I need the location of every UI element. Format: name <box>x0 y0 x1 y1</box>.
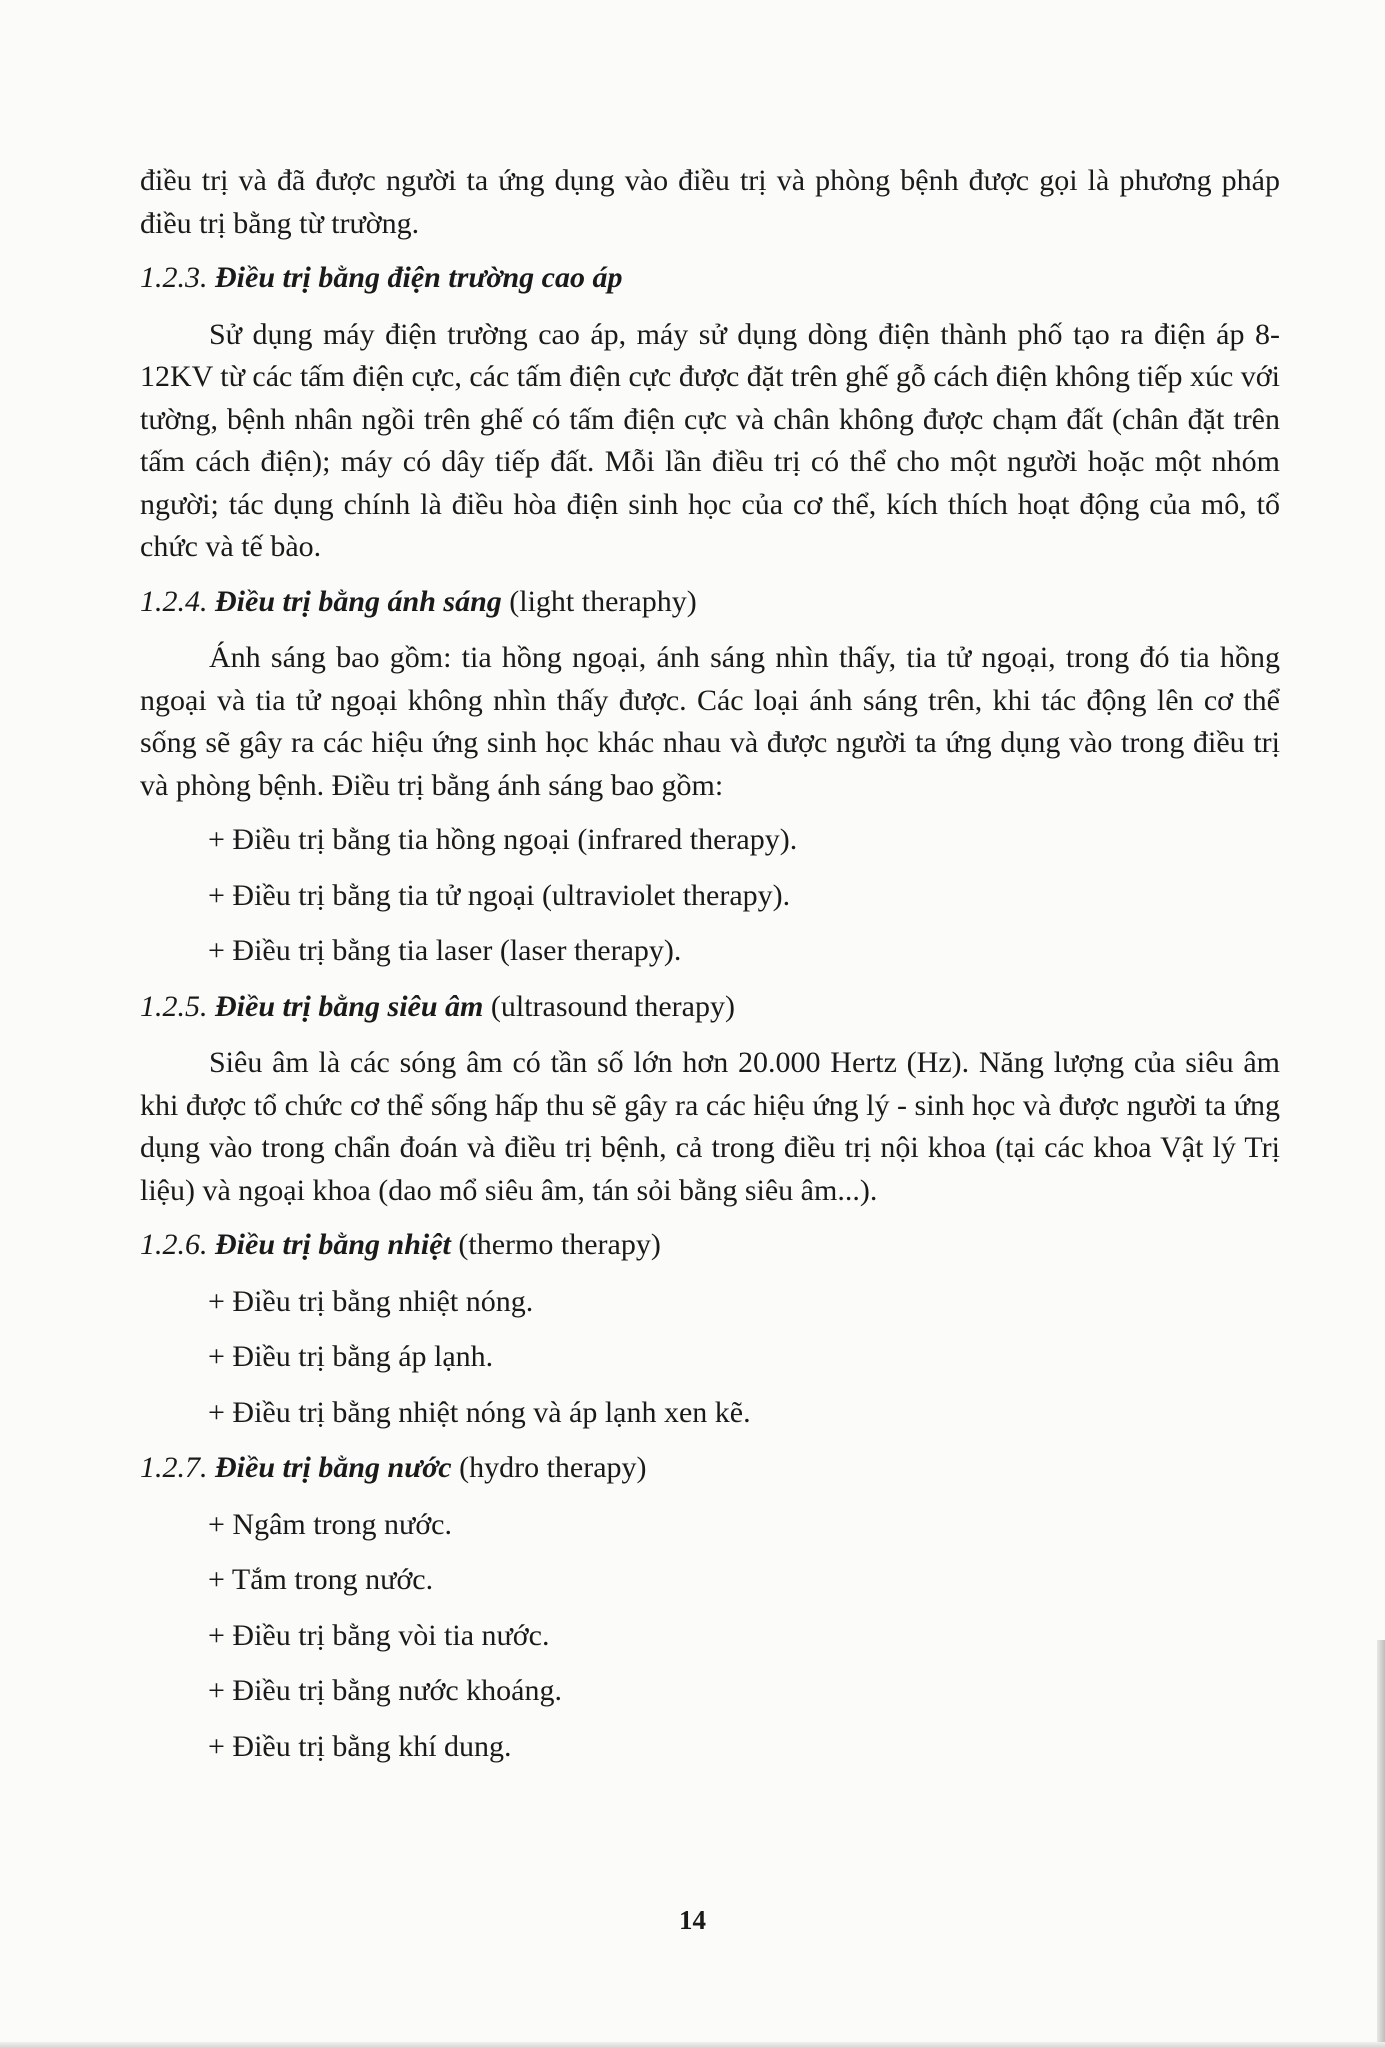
section-heading-1-2-4 <box>140 581 1280 624</box>
section-title: Điều trị bằng nhiệt <box>215 1228 451 1261</box>
section-number: 1.2.5. <box>140 989 208 1023</box>
list-item: + Điều trị bằng nước khoáng. <box>208 1674 562 1707</box>
list-item: + Ngâm trong nước. <box>208 1507 452 1541</box>
section-title: Điều trị bằng ánh sáng <box>215 584 502 618</box>
list-item: + Điều trị bằng khí dung. <box>208 1729 512 1763</box>
section-paragraph-1-2-3: Sử dụng máy điện trường cao áp, máy sử dụng dòng điện thành phố tạo ra điện áp 8-12KV từ các tấm điện cực, các tấm điện cực được đặt trên ghế gỗ cách điện không tiếp xúc với tường, bệnh nhân ngồi trên ghế có tấm điện cực và chân không được chạm đất (chân đặt trên tấm cách điện); máy có dây tiếp đất. Mỗi lần điều trị có thể cho một người hoặc một nhóm người; tác dụng chính là điều hòa điện sinh học của cơ thể, kích thích hoạt động của mô, tổ chức và tế bào. <box>140 317 1280 563</box>
list-item: + Điều trị bằng tia laser (laser therapy). <box>208 934 682 967</box>
section-paragraph-1-2-4: Ánh sáng bao gồm: tia hồng ngoại, ánh sáng nhìn thấy, tia tử ngoại, trong đó tia hồng ngoại và tia tử ngoại không nhìn thấy được. Các loại ánh sáng trên, khi tác động lên cơ thể sống sẽ gây ra các hiệu ứng sinh học khác nhau và được người ta ứng dụng vào trong điều trị và phòng bệnh. Điều trị bằng ánh sáng bao gồm: <box>140 641 1280 802</box>
section-paragraph-1-2-5: Siêu âm là các sóng âm có tần số lớn hơn 20.000 Hertz (Hz). Năng lượng của siêu âm khi được tổ chức cơ thể sống hấp thu sẽ gây ra các hiệu ứng lý - sinh học và được người ta ứng dụng vào trong chẩn đoán và điều trị bệnh, cả trong điều trị nội khoa (tại các khoa Vật lý Trị liệu) và ngoại khoa (dao mổ siêu âm, tán sỏi bằng siêu âm...). <box>140 1046 1280 1207</box>
section-number: 1.2.3. <box>140 261 208 294</box>
section-number: 1.2.4. <box>140 584 208 618</box>
page-content <box>140 160 1280 1781</box>
section-number: 1.2.7. <box>140 1451 208 1484</box>
list-item: + Điều trị bằng tia tử ngoại (ultraviolet therapy). <box>208 878 791 912</box>
section-title: Điều trị bằng siêu âm <box>215 989 484 1023</box>
page-number: 14 <box>679 1905 706 1935</box>
list-item: + Điều trị bằng áp lạnh. <box>208 1340 494 1373</box>
section-heading-1-2-7 <box>140 1447 1280 1490</box>
section-heading-1-2-5 <box>140 986 1280 1029</box>
list-item: + Tắm trong nước. <box>208 1563 434 1596</box>
section-suffix: (thermo therapy) <box>458 1228 661 1261</box>
section-number: 1.2.6. <box>140 1228 208 1261</box>
section-suffix: (ultrasound therapy) <box>490 989 735 1023</box>
page-edge-shadow <box>1377 1640 1385 2048</box>
section-title: Điều trị bằng điện trường cao áp <box>215 261 623 294</box>
section-suffix: (hydro therapy) <box>459 1451 647 1484</box>
list-item: + Điều trị bằng tia hồng ngoại (infrared therapy). <box>208 823 798 856</box>
list-item: + Điều trị bằng vòi tia nước. <box>208 1618 550 1652</box>
intro-paragraph: điều trị và đã được người ta ứng dụng vào điều trị và phòng bệnh được gọi là phương pháp điều trị bằng từ trường. <box>140 164 1280 240</box>
section-heading-1-2-6 <box>140 1224 1280 1267</box>
section-suffix: (light theraphy) <box>509 584 697 618</box>
list-item: + Điều trị bằng nhiệt nóng và áp lạnh xen kẽ. <box>208 1395 751 1429</box>
section-title: Điều trị bằng nước <box>215 1451 452 1484</box>
list-item: + Điều trị bằng nhiệt nóng. <box>208 1284 534 1318</box>
page-bottom-edge <box>0 2042 1385 2048</box>
section-heading-1-2-3 <box>140 257 1280 300</box>
